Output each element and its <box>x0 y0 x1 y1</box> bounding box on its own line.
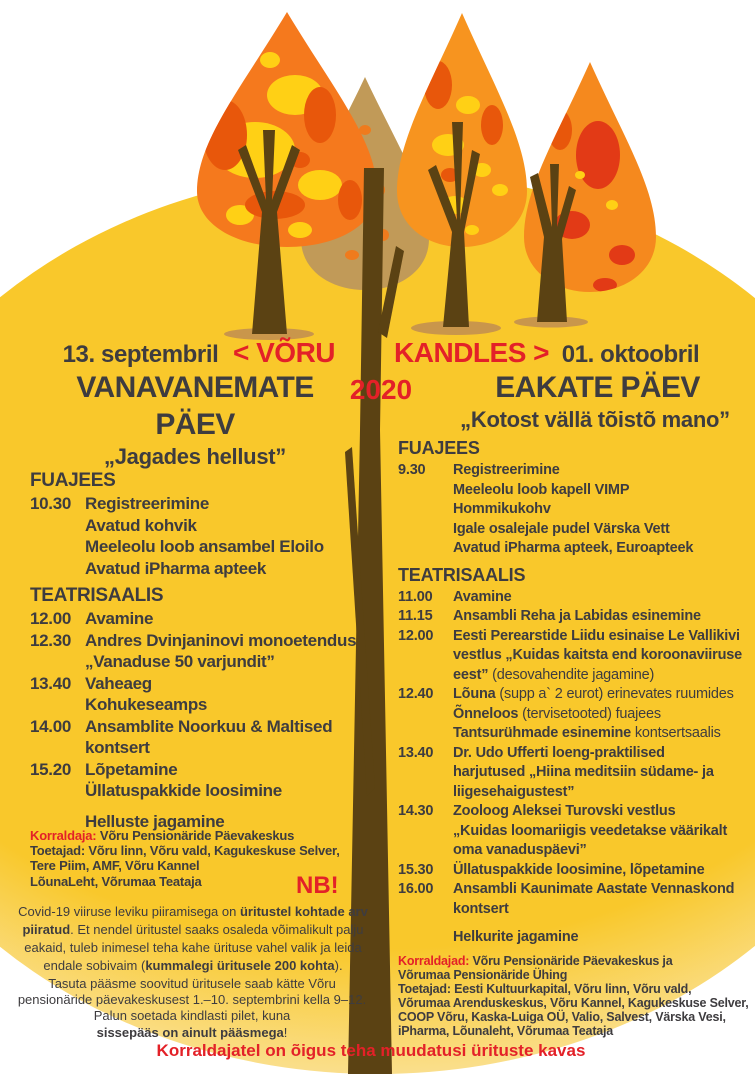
time-label: 14.30 <box>398 803 434 819</box>
text-line <box>398 968 752 982</box>
text-segment: Hommikukohv <box>453 501 551 517</box>
time-label: 12.00 <box>30 609 72 628</box>
text-line <box>398 1010 752 1024</box>
text-line <box>453 928 578 948</box>
text-segment: liigesehaigustest” <box>453 783 575 800</box>
nb-label: NB! <box>296 872 339 899</box>
text-line <box>453 724 734 744</box>
text-line <box>85 737 332 759</box>
right-organizer-block <box>398 954 752 1038</box>
schedule-row <box>398 802 752 861</box>
text-segment: vestlus „Kuidas kaitsta end koroonaviiruse <box>453 647 742 663</box>
text-line <box>453 880 734 900</box>
text-segment: Tere Piim, AMF, Võru Kannel <box>30 858 200 874</box>
text-segment: Palun soetada kindlasti pilet, kuna <box>93 1008 291 1024</box>
time-label: 13.40 <box>398 744 434 761</box>
text-segment: kontsert <box>85 738 150 757</box>
text-segment: Avamine <box>85 609 154 628</box>
text-line <box>85 630 356 652</box>
event-lines <box>453 744 714 803</box>
text-segment: Avamine <box>453 588 512 605</box>
event-lines <box>453 880 734 919</box>
text-line <box>85 651 356 673</box>
text-line <box>12 992 372 1008</box>
text-segment: Avatud iPharma apteek, Euroapteek <box>453 540 694 556</box>
text-segment: Registreerimine <box>85 494 209 513</box>
section-heading: FUAJEES <box>398 438 480 458</box>
schedule-row <box>398 744 752 803</box>
text-segment: COOP Võru, Kaska-Luiga OÜ, Valio, Salvest, Värska Vesi, <box>398 1010 726 1024</box>
text-segment: Andres Dvinjaninovi monoetendus <box>85 630 357 650</box>
main-title-year: 2020 <box>349 374 413 405</box>
text-segment: . Et nendel üritustel saaks osaleda võimalikult palju <box>70 922 364 937</box>
text-segment: endale sobivaim ( <box>43 958 146 973</box>
schedule-row <box>398 928 752 948</box>
schedule-row <box>398 588 752 608</box>
time-label: 15.20 <box>30 759 72 779</box>
text-segment: Korraldajad: <box>398 954 470 968</box>
event-lines <box>453 627 742 686</box>
text-line <box>85 608 153 630</box>
text-segment: sissepääs on ainult pääsmega <box>96 1024 284 1040</box>
text-segment: Vaheaeg <box>85 673 152 693</box>
text-line <box>453 841 727 861</box>
text-segment: kummalegi üritusele 200 kohta <box>145 958 335 973</box>
text-segment: ). <box>334 958 343 973</box>
text-segment: iPharma, Lõunaleht, Võrumaa Teataja <box>398 1024 614 1038</box>
text-segment: Üllatuspakkide loosimine, lõpetamine <box>453 861 705 878</box>
text-line <box>398 982 752 996</box>
text-line <box>12 1008 372 1024</box>
time-label: 14.00 <box>30 716 72 736</box>
event-lines <box>85 716 332 759</box>
text-line <box>85 493 324 515</box>
text-segment: kontsertsaalis <box>631 725 721 741</box>
text-segment: Helluste jagamine <box>85 811 225 831</box>
time-label: 12.40 <box>398 686 434 702</box>
text-segment: Avatud iPharma apteek <box>85 558 267 578</box>
time-label: 13.40 <box>30 673 72 693</box>
section-heading: FUAJEES <box>30 470 116 491</box>
text-segment: (tervisetooted) fuajees <box>518 705 661 722</box>
text-segment: Ansambli Kaunimate Aastate Vennaskond <box>453 881 735 897</box>
text-line <box>12 976 372 992</box>
right-event-title: EAKATE PÄEV <box>495 371 700 404</box>
text-line <box>453 627 742 647</box>
text-line <box>453 861 704 881</box>
text-line <box>453 685 734 705</box>
text-line <box>453 646 742 666</box>
event-lines <box>85 608 153 630</box>
schedule-row <box>30 630 375 673</box>
event-lines <box>85 759 282 802</box>
schedule-row <box>30 759 375 802</box>
text-segment: Võru Pensionäride Päevakeskus <box>96 828 295 843</box>
text-segment: Helkurite jagamine <box>453 929 579 945</box>
event-lines <box>453 861 704 881</box>
text-line <box>453 539 693 559</box>
event-lines <box>453 802 727 861</box>
text-segment: ! <box>283 1024 288 1040</box>
text-segment: Tantsurühmade esinemine <box>453 725 632 741</box>
text-line <box>85 780 282 802</box>
schedule-row <box>30 493 375 579</box>
text-line <box>18 903 368 921</box>
text-line <box>30 828 370 843</box>
text-line <box>398 996 752 1010</box>
schedule-row <box>398 880 752 919</box>
text-line <box>453 500 693 520</box>
text-line <box>453 588 512 608</box>
time-label: 16.00 <box>398 881 434 897</box>
text-segment: Avatud kohvik <box>85 515 197 535</box>
text-line <box>85 673 207 695</box>
text-segment: Lõpetamine <box>85 759 178 779</box>
text-segment: pensionäride päevakeskusest 1.–10. septembrini kella 9–12. <box>17 992 367 1008</box>
right-event-subtitle: „Kotost vällä tõistõ mano” <box>460 407 730 432</box>
time-label: 10.30 <box>30 494 72 513</box>
text-segment: eest” <box>453 666 489 683</box>
text-segment: Võru Pensionäride Päevakeskus ja <box>469 954 673 968</box>
text-line <box>398 1024 752 1038</box>
text-segment: Meeleolu loob kapell VIMP <box>453 481 630 498</box>
event-lines <box>453 461 693 559</box>
time-label: 15.30 <box>398 861 434 878</box>
time-label: 9.30 <box>398 462 426 478</box>
text-segment: Toetajad: Eesti Kultuurkapital, Võru linn, Võru vald, <box>398 982 692 996</box>
schedule-row <box>30 673 375 716</box>
event-lines <box>85 630 356 673</box>
schedule-row <box>398 607 752 627</box>
time-label: 12.00 <box>398 627 434 644</box>
text-segment: Kohukeseamps <box>85 695 208 714</box>
left-schedule <box>30 470 375 832</box>
text-line <box>453 705 734 725</box>
time-label: 12.30 <box>30 630 72 650</box>
event-lines <box>453 588 512 608</box>
text-segment: Registreerimine <box>453 462 560 478</box>
text-line <box>453 802 727 822</box>
text-line <box>85 515 324 537</box>
event-lines <box>453 607 701 627</box>
schedule-row <box>30 716 375 759</box>
schedule-row <box>398 861 752 881</box>
section-heading: TEATRISAALIS <box>398 564 526 585</box>
text-segment: Üllatuspakkide loosimine <box>85 781 282 800</box>
text-line <box>453 822 727 842</box>
text-segment: (desovahendite jagamine) <box>488 666 655 683</box>
footer-notice: Korraldajatel on õigus teha muudatusi ürituste kavas <box>156 1041 586 1060</box>
text-line <box>453 481 693 501</box>
schedule-section <box>30 585 375 832</box>
text-line <box>12 1025 372 1041</box>
text-segment: kontsert <box>453 900 509 917</box>
text-line <box>453 607 701 627</box>
section-heading: TEATRISAALIS <box>30 585 164 606</box>
text-line <box>18 939 368 957</box>
event-lines <box>85 673 207 716</box>
schedule-row <box>30 608 375 630</box>
left-event-subtitle: „Jagades hellust” <box>104 444 286 469</box>
left-event-date: 13. septembril <box>62 341 219 368</box>
text-segment: Igale osalejale pudel Värska Vett <box>453 520 670 537</box>
schedule-section <box>30 470 375 579</box>
text-segment: piiratud <box>22 922 71 937</box>
covid-notice-paragraph <box>18 903 368 975</box>
text-line <box>453 744 714 764</box>
text-line <box>85 759 282 781</box>
main-title-part2: KANDLES > <box>394 337 549 368</box>
text-segment: Lõuna <box>453 686 496 702</box>
text-segment: Ansamblite Noorkuu & Maltised <box>85 716 333 736</box>
time-label: 11.15 <box>398 608 433 624</box>
text-segment: Toetajad: Võru linn, Võru vald, Kagukeskuse Selver, <box>30 843 340 859</box>
text-line <box>18 957 368 975</box>
text-line <box>85 716 332 738</box>
text-line <box>453 461 693 481</box>
text-segment: Tasuta pääsme soovitud üritusele saab kätte Võru <box>48 976 336 991</box>
text-line <box>398 954 752 968</box>
text-line <box>85 694 207 716</box>
time-label <box>398 928 453 948</box>
text-segment: harjutused „Hiina meditsiin südame- ja <box>453 764 714 780</box>
text-line <box>453 763 714 783</box>
schedule-section <box>398 565 752 948</box>
text-segment: „Vanaduse 50 varjundit” <box>85 652 275 671</box>
text-line <box>453 900 734 920</box>
main-title-part1: < VÕRU <box>233 337 336 368</box>
text-segment: oma vanaduspäevi” <box>453 842 587 858</box>
text-line <box>453 666 742 686</box>
text-segment: eakaid, tuleb inimesel teha kahe ürituse vahel valik ja leida <box>24 940 362 955</box>
event-lines <box>453 928 578 948</box>
text-segment: Meeleolu loob ansambel Eloilo <box>85 537 324 556</box>
text-line <box>18 921 368 939</box>
text-segment: LõunaLeht, Võrumaa Teataja <box>30 873 202 889</box>
text-segment: Võrumaa Arenduskeskus, Võru Kannel, Kagukeskuse Selver, <box>398 996 749 1010</box>
schedule-row <box>398 685 752 744</box>
text-segment: Korraldaja: <box>30 828 97 843</box>
text-segment: „Kuidas loomariigis veedetakse väärikalt <box>453 822 728 839</box>
left-event-title-line1: VANAVANEMATE <box>76 371 314 404</box>
text-line <box>453 520 693 540</box>
text-segment: üritustel kohtade arv <box>239 904 368 919</box>
text-segment: Võrumaa Pensionäride Ühing <box>398 968 568 982</box>
schedule-row <box>398 627 752 686</box>
event-lines <box>85 493 324 579</box>
text-line <box>453 783 714 803</box>
text-segment: (supp a` 2 eurot) erinevates ruumides <box>495 686 734 702</box>
schedule-row <box>398 461 752 559</box>
text-line <box>85 558 324 580</box>
left-event-title-line2: PÄEV <box>155 408 235 441</box>
text-line <box>85 536 324 558</box>
text-segment: Dr. Udo Ufferti loeng-praktilised <box>453 744 665 761</box>
schedule-section <box>398 438 752 559</box>
right-schedule <box>398 438 752 948</box>
time-label: 11.00 <box>398 588 433 605</box>
ticket-info-paragraph <box>12 976 372 1041</box>
text-segment: Eesti Perearstide Liidu esinaise Le Vallikivi <box>453 627 740 644</box>
text-line <box>30 843 370 858</box>
text-segment: Õnneloos <box>453 705 519 722</box>
text-segment: Covid-19 viiruse leviku piiramisega on <box>18 904 240 919</box>
main-title <box>233 337 549 369</box>
event-lines <box>453 685 734 744</box>
text-segment: Ansambli Reha ja Labidas esinemine <box>453 608 701 624</box>
text-segment: Zooloog Aleksei Turovski vestlus <box>453 803 676 819</box>
right-event-date: 01. oktoobril <box>561 341 700 368</box>
